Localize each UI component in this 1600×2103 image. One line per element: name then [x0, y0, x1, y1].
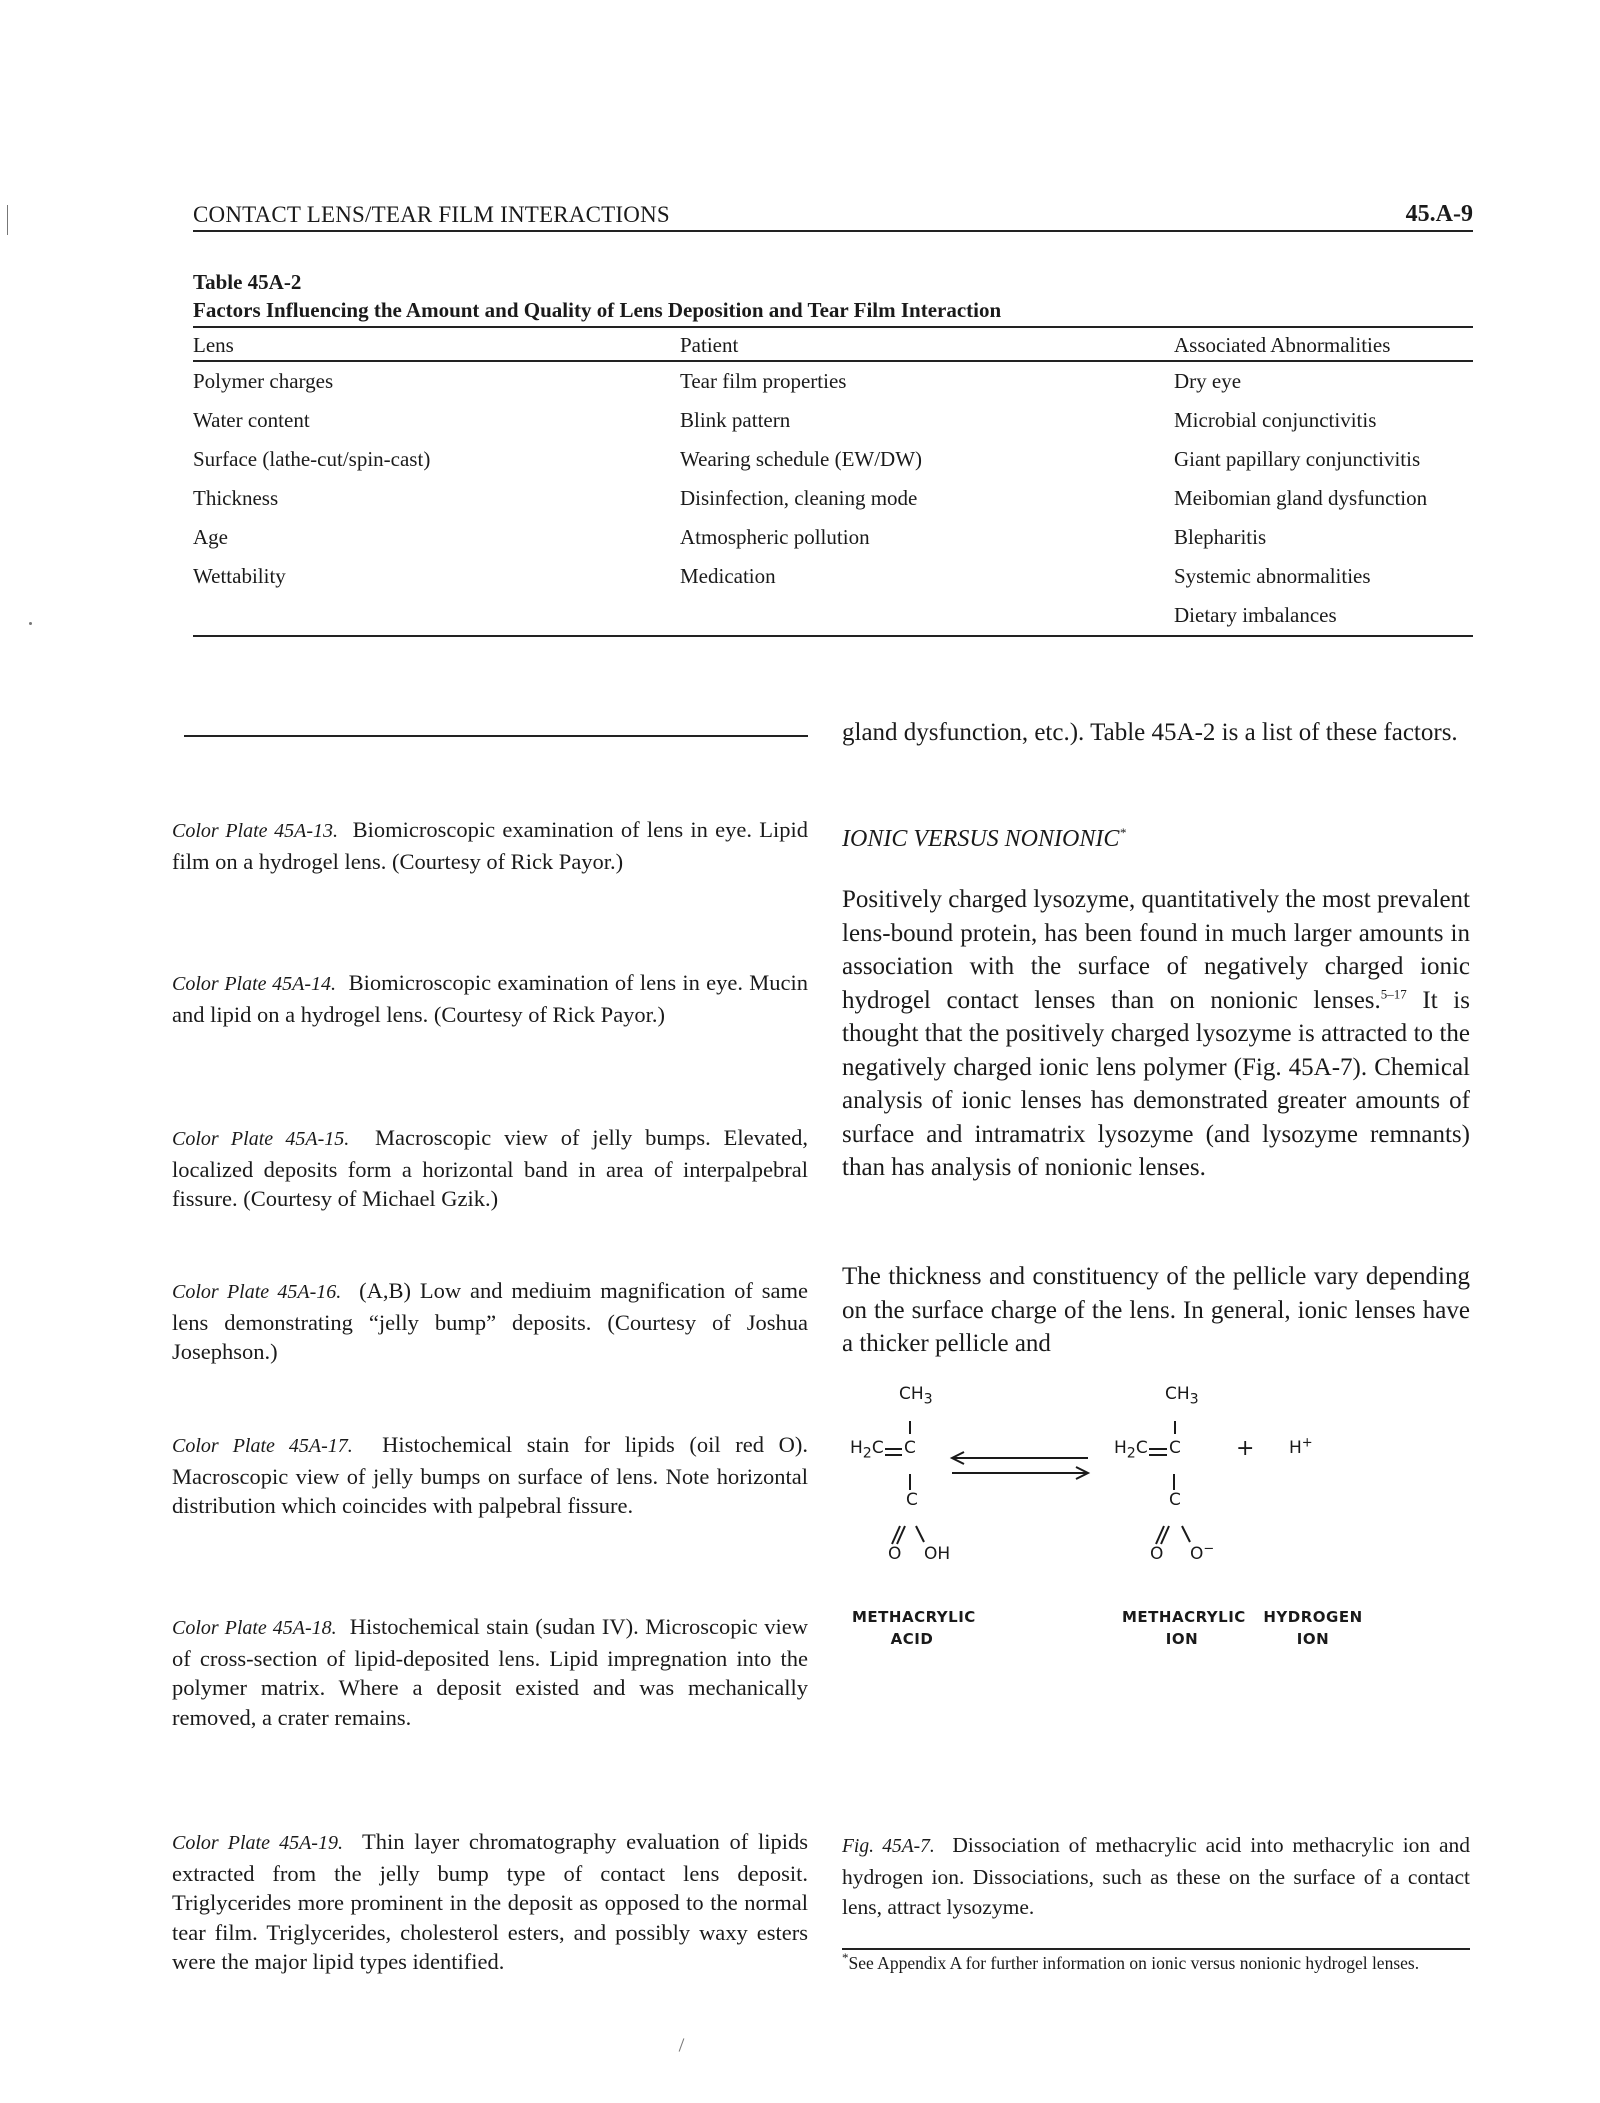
cell-abnormality: Giant papillary conjunctivitis	[1174, 447, 1421, 471]
cell-abnormality: Meibomian gland dysfunction	[1174, 486, 1428, 510]
footnote-rule	[842, 1948, 1470, 1950]
label-line: ACID	[890, 1630, 934, 1648]
cell-patient: Medication	[680, 564, 776, 588]
methyl-group-right: $CH_3$	[1165, 1384, 1199, 1408]
footnote-mark: *	[842, 1950, 849, 1966]
footnote	[842, 1952, 1470, 1975]
table-row	[193, 479, 1473, 518]
plate-text: Thin layer chromatography evaluation of lipids extracted from the jelly bump type of contact lens deposit. Triglycerides more prominent in the deposit as opposed to the normal tear film. Triglycerides, cholesterol esters, and possibly waxy esters were the major lipid types identified.	[172, 1829, 809, 1974]
paragraph-text: Positively charged lysozyme, quantitatively the most prevalent lens-bound protein, has been found in much larger amounts in association with the surface of negatively charged ionic hydrogel contact lenses than on nonionic lenses.	[842, 886, 1470, 1014]
cell-patient: Tear film properties	[680, 369, 847, 393]
caption-color-plate-14	[172, 968, 808, 1029]
cell-patient: Disinfection, cleaning mode	[680, 486, 918, 510]
cell-patient	[680, 596, 1174, 636]
label-methacrylic-acid	[852, 1606, 976, 1650]
plate-label: Color Plate 45A-16.	[172, 1281, 342, 1303]
hydrogen-ion: H+	[1289, 1435, 1313, 1458]
cell-lens: Thickness	[193, 486, 279, 510]
plate-text: Histochemical stain (sudan IV). Microscopic view of cross-section of lipid-deposited lens. Lipid impregnation into the polymer matrix. Where a deposit existed and was mechanically removed, a crater remains.	[172, 1614, 808, 1730]
label-methacrylic-ion	[1122, 1606, 1246, 1650]
column-header-lens: Lens	[193, 327, 680, 361]
label-hydrogen-ion	[1258, 1606, 1368, 1650]
carboxyl-carbon-right: C	[1169, 1490, 1181, 1510]
carboxyl-carbon-left: C	[906, 1490, 918, 1510]
table-title: Factors Influencing the Amount and Quality of Lens Deposition and Tear Film Interaction	[193, 298, 1002, 322]
paragraph-pellicle: The thickness and constituency of the pellicle vary depending on the surface charge of the lens. In general, ionic lenses have a thicker pellicle and	[842, 1263, 1470, 1357]
column-header-patient: Patient	[680, 327, 1174, 361]
footnote-mark: *	[1119, 825, 1126, 840]
cell-abnormality: Dry eye	[1174, 369, 1242, 393]
methyl-group-left: $CH_3$	[899, 1384, 933, 1408]
alpha-carbon-right: C	[1169, 1438, 1181, 1458]
caption-color-plate-19	[172, 1827, 808, 1977]
oxide-right: O−	[1190, 1541, 1215, 1564]
hydroxyl-left: OH	[924, 1544, 951, 1564]
cell-lens: Surface (lathe-cut/spin-cast)	[193, 447, 431, 471]
label-line: HYDROGEN	[1263, 1608, 1363, 1626]
plate-text: Macroscopic view of jelly bumps. Elevated, localized deposits form a horizontal band in area of interpalpebral fissure. (Courtesy of Michael Gzik.)	[172, 1125, 809, 1211]
paragraph-text: It is thought that the positively charged lysozyme is attracted to the negatively charged ionic lens polymer (Fig. 45A-7). Chemical analysis of ionic lenses has demonstrated greater amounts of surface and intramatrix lysozyme (and lysozyme remnants) than has analysis of nonionic lenses.	[842, 986, 1470, 1181]
scan-artifact	[7, 205, 8, 235]
label-line: ION	[1296, 1630, 1330, 1648]
cell-abnormality: Blepharitis	[1174, 525, 1267, 549]
cell-lens: Age	[193, 525, 228, 549]
page-number: 45.A-9	[1405, 201, 1473, 227]
alpha-carbon-left: C	[904, 1438, 916, 1458]
scan-artifact	[679, 2038, 685, 2051]
plate-label: Color Plate 45A-18.	[172, 1617, 337, 1639]
table-row	[193, 518, 1473, 557]
plate-label: Color Plate 45A-15.	[172, 1128, 350, 1150]
column-header-abnormalities: Associated Abnormalities	[1174, 327, 1473, 361]
cell-patient: Wearing schedule (EW/DW)	[680, 447, 923, 471]
cell-lens	[193, 596, 680, 636]
cell-lens: Polymer charges	[193, 369, 334, 393]
section-heading	[842, 826, 1470, 853]
factors-table	[193, 326, 1473, 637]
plate-label: Color Plate 45A-19.	[172, 1832, 343, 1854]
plate-text: Biomicroscopic examination of lens in eye. Lipid film on a hydrogel lens. (Courtesy of Rick Payor.)	[172, 817, 808, 874]
plate-text: Histochemical stain for lipids (oil red O). Macroscopic view of jelly bumps on surface of lens. Note horizontal distribution which coincides with palpebral fissure.	[172, 1432, 809, 1518]
running-header	[193, 196, 1473, 232]
table-row	[193, 557, 1473, 596]
plate-label: Color Plate 45A-14.	[172, 973, 337, 995]
intro-continuation: gland dysfunction, etc.). Table 45A-2 is a list of these factors.	[842, 719, 1458, 746]
cell-lens: Water content	[193, 408, 310, 432]
cell-abnormality: Systemic abnormalities	[1174, 564, 1371, 588]
left-column-rule	[184, 735, 808, 737]
table-45a-2	[193, 268, 1473, 637]
caption-color-plate-16	[172, 1276, 808, 1367]
table-row	[193, 440, 1473, 479]
caption-color-plate-13	[172, 815, 808, 876]
cell-patient: Blink pattern	[680, 408, 791, 432]
reference-superscript: 5–17	[1380, 986, 1407, 1002]
plate-text: Biomicroscopic examination of lens in eye. Mucin and lipid on a hydrogel lens. (Courtesy of Rick Payor.)	[172, 970, 809, 1027]
cell-abnormality: Microbial conjunctivitis	[1174, 408, 1377, 432]
table-row	[193, 596, 1473, 636]
caption-color-plate-18	[172, 1612, 808, 1732]
footnote-text: See Appendix A for further information on ionic versus nonionic hydrogel lenses.	[848, 1953, 1420, 1973]
methylene-left: $H_2C$	[850, 1438, 884, 1462]
plate-text: (A,B) Low and mediuim magnification of same lens demonstrating “jelly bump” deposits. (Courtesy of Joshua Josephson.)	[172, 1278, 809, 1364]
table-label: Table 45A-2	[193, 270, 302, 294]
caption-color-plate-15	[172, 1123, 808, 1214]
plate-label: Color Plate 45A-17.	[172, 1435, 353, 1457]
figure-caption	[842, 1830, 1470, 1922]
caption-color-plate-17	[172, 1430, 808, 1521]
scan-artifact	[29, 622, 32, 625]
figure-caption-text: Dissociation of methacrylic acid into methacrylic ion and hydrogen ion. Dissociations, such as these on the surface of a contact lens, attract lysozyme.	[842, 1833, 1471, 1919]
cell-patient: Atmospheric pollution	[680, 525, 870, 549]
plus-sign: +	[1236, 1436, 1255, 1461]
cell-lens: Wettability	[193, 564, 286, 588]
label-line: METHACRYLIC	[1122, 1608, 1246, 1626]
methylene-right: $H_2C$	[1114, 1438, 1148, 1462]
label-line: METHACRYLIC	[852, 1608, 976, 1626]
running-title: CONTACT LENS/TEAR FILM INTERACTIONS	[193, 202, 670, 227]
table-row	[193, 361, 1473, 401]
table-row	[193, 401, 1473, 440]
cell-abnormality: Dietary imbalances	[1174, 603, 1337, 627]
bond-and-arrow-lines	[842, 1376, 1470, 1586]
plate-label: Color Plate 45A-13.	[172, 820, 339, 842]
table-header-row	[193, 327, 1473, 361]
paragraph-lysozyme	[842, 883, 1470, 1185]
section-heading-text: IONIC VERSUS NONIONIC	[842, 826, 1120, 852]
label-line: ION	[1165, 1630, 1199, 1648]
carbonyl-oxygen-left: O	[888, 1544, 902, 1564]
figure-label: Fig. 45A-7.	[842, 1836, 935, 1857]
carbonyl-oxygen-right: O	[1150, 1544, 1164, 1564]
figure-45a-7-diagram	[842, 1376, 1470, 1666]
